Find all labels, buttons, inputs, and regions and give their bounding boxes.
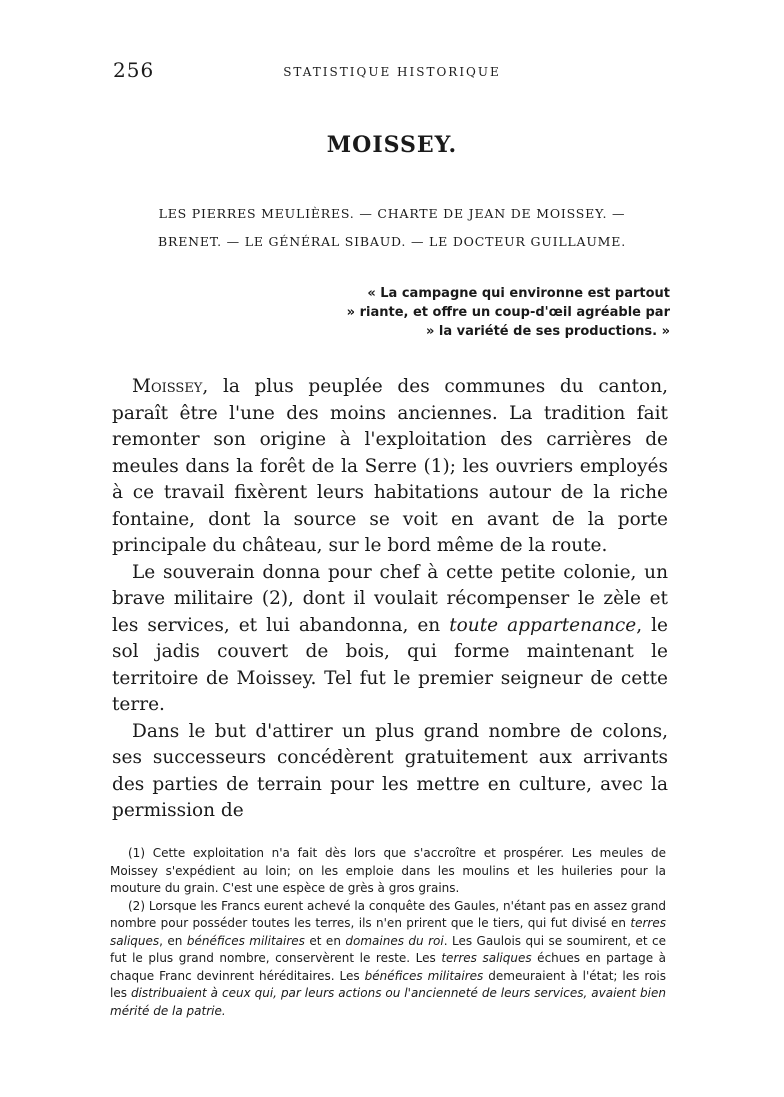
chapter-title: MOISSEY. — [326, 132, 458, 158]
footnote-text: (2) Lorsque les Francs eurent achevé la conquête des Gaules, n'étant pas en assez grand nombre pour posséder toutes les terres, ils n'en prirent que le tiers, qui fut divisé en — [110, 898, 666, 930]
epigraph-line: « La campagne qui environne est partout — [367, 286, 670, 301]
body-text — [112, 374, 668, 825]
epigraph — [330, 284, 670, 341]
chapter-summary — [100, 200, 684, 256]
summary-line: BRENET. — LE GÉNÉRAL SIBAUD. — LE DOCTEUR GUILLAUME. — [158, 234, 626, 249]
footnote-2 — [110, 898, 666, 1021]
footnote-text: échues en partage à chaque Franc devinrent héréditaires. Les — [110, 951, 666, 983]
footnote-text: et en — [304, 933, 346, 948]
italic-phrase: terres saliques — [441, 951, 532, 965]
running-head: STATISTIQUE HISTORIQUE — [283, 65, 501, 79]
paragraph-text: la plus peuplée des communes du canton, paraît être l'une des moins anciennes. La tradition fait remonter son origine à l'exploitation des carrières de meules dans la forêt de la Serre (1); les ouvriers employés à ce travail fixèrent leurs habitations autour de la riche fontaine, dont la source se voit en avant de la porte principale du château, sur le bord même de la route. — [112, 376, 668, 556]
italic-phrase: bénéfices militaires — [186, 933, 305, 948]
paragraph — [112, 374, 668, 560]
epigraph-line: » riante, et offre un coup-d'œil agréable par — [346, 305, 670, 320]
page-number: 256 — [113, 58, 155, 82]
paragraph-lead: Moissey, — [132, 376, 209, 397]
footnote-text: . Les Gaulois qui se soumirent, et ce fut le plus grand nombre, conservèrent le reste. Les — [110, 933, 666, 965]
italic-phrase: distribuaient à ceux qui, par leurs actions ou l'ancienneté de leurs services, avaient bien mérité de la patrie. — [110, 986, 667, 1018]
paragraph: Dans le but d'attirer un plus grand nombre de colons, ses successeurs concédèrent gratuitement aux arrivants des parties de terrain pour les mettre en culture, avec la permission de — [112, 720, 668, 821]
epigraph-line: » la variété de ses productions. » — [425, 324, 670, 339]
footnote-1: (1) Cette exploitation n'a fait dès lors que s'accroître et prospérer. Les meules de Moissey s'expédient au loin; on les emploie dans les moulins et les huileries pour la mouture du grain. C'est une espèce de grès à gros grains. — [110, 846, 666, 895]
italic-phrase: bénéfices militaires — [364, 968, 484, 983]
footnote-text: , en — [159, 933, 187, 948]
paragraph-text: , le sol jadis couvert de bois, qui forme maintenant le territoire de Moissey. Tel fut le premier seigneur de cette terre. — [112, 614, 668, 715]
footnote-text: demeuraient à l'état; les rois les — [110, 968, 666, 1000]
italic-phrase: terres saliques — [110, 916, 666, 948]
summary-line: LES PIERRES MEULIÈRES. — CHARTE DE JEAN DE MOISSEY. — — [158, 206, 626, 221]
paragraph-text: Le souverain donna pour chef à cette petite colonie, un brave militaire (2), dont il voulait récompenser le zèle et les services, et lui abandonna, en — [112, 561, 668, 636]
italic-phrase: domaines du roi — [345, 933, 444, 948]
footnotes — [110, 845, 666, 1020]
paragraph — [112, 560, 668, 719]
italic-phrase: toute appartenance — [449, 614, 637, 636]
